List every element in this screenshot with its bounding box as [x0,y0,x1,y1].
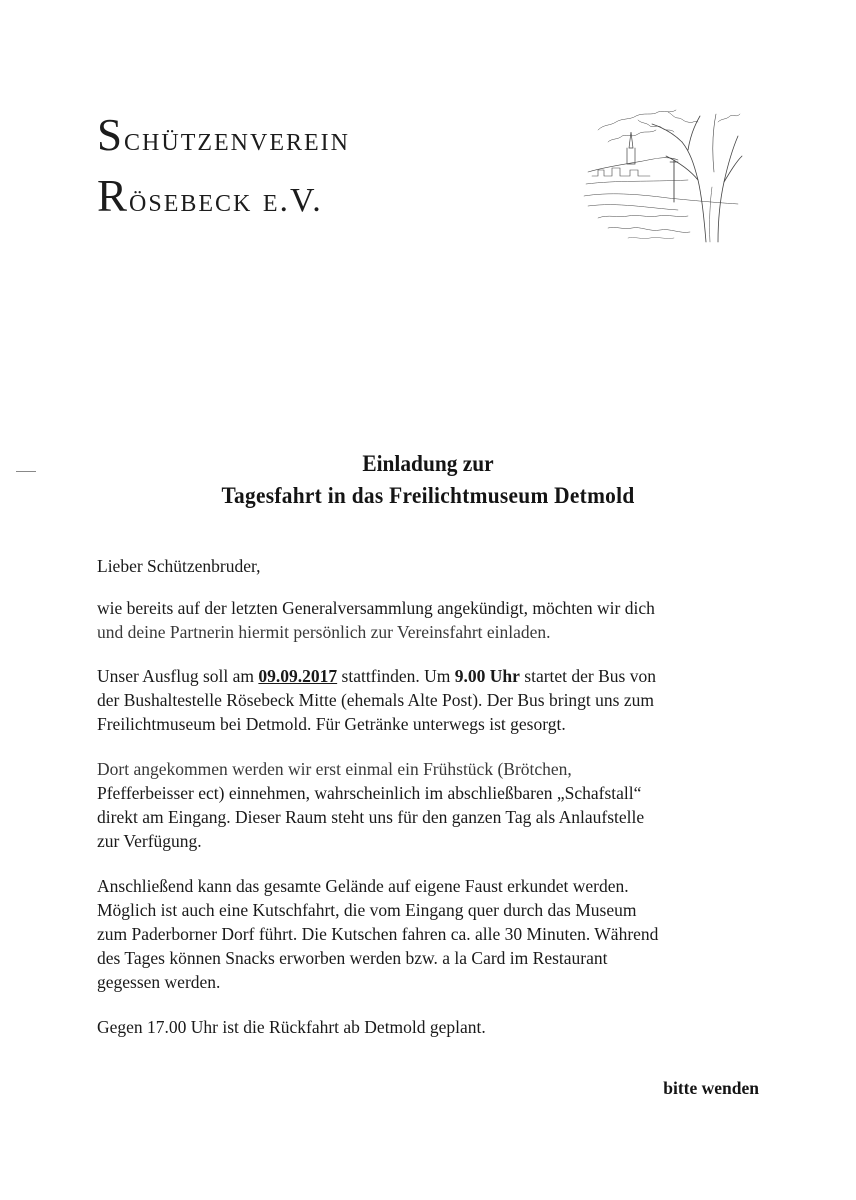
paragraph-2-line: Freilichtmuseum bei Detmold. Für Getränke unterwegs ist gesorgt. [97,714,566,734]
village-tree-sketch-icon [578,102,748,250]
paragraph-4-line: Anschließend kann das gesamte Gelände auf eigene Faust erkundet werden. [97,876,629,896]
paragraph-3 [97,757,797,853]
letterhead-initial-1: S [97,110,125,160]
paragraph-3-line: Dort angekommen werden wir erst einmal ein Frühstück (Brötchen, [97,759,572,779]
salutation-text: Lieber Schützenbruder, [97,556,261,576]
letterhead-rest-1: chützenverein [124,121,350,158]
paragraph-4-line: Möglich ist auch eine Kutschfahrt, die vom Eingang quer durch das Museum [97,900,637,920]
paragraph-2 [97,664,797,736]
title-line-2: Tagesfahrt in das Freilichtmuseum Detmold [221,483,635,508]
letterhead-line-2 [97,168,350,229]
title-line-1: Einladung zur [362,451,494,476]
paragraph-4-line: des Tages können Snacks erworben werden bzw. a la Card im Restaurant [97,948,608,968]
trip-date: 09.09.2017 [258,666,338,686]
letterhead-line-1 [97,107,350,168]
paragraph-4-line: zum Paderborner Dorf führt. Die Kutschen fahren ca. alle 30 Minuten. Während [97,924,659,944]
invitation-title [30,448,826,512]
text-segment: startet der Bus von [519,666,656,686]
paragraph-4 [97,874,797,994]
paragraph-4-line: gegessen werden. [97,972,221,992]
paragraph-2-line: der Bushaltestelle Rösebeck Mitte (ehemals Alte Post). Der Bus bringt uns zum [97,690,654,710]
paragraph-1-line: wie bereits auf der letzten Generalversammlung angekündigt, möchten wir dich [97,598,655,618]
text-segment: Unser Ausflug soll am [97,666,259,686]
paragraph-1-line: und deine Partnerin hiermit persönlich zur Vereinsfahrt einladen. [97,622,551,642]
paragraph-5-text: Gegen 17.00 Uhr ist die Rückfahrt ab Detmold geplant. [97,1017,486,1037]
salutation [97,554,797,578]
paragraph-1 [97,596,797,644]
club-letterhead [97,107,350,229]
paragraph-3-line: zur Verfügung. [97,831,202,851]
paragraph-5 [97,1015,797,1039]
paragraph-3-line: direkt am Eingang. Dieser Raum steht uns für den ganzen Tag als Anlaufstelle [97,807,645,827]
paragraph-3-line: Pfefferbeisser ect) einnehmen, wahrscheinlich im abschließbaren „Schafstall“ [97,783,642,803]
departure-time: 9.00 Uhr [454,666,520,686]
text-segment: stattfinden. Um [337,666,455,686]
turn-over-note: bitte wenden [663,1078,759,1098]
letterhead-rest-2: ösebeck e.V. [129,182,323,219]
letterhead-initial-2: R [97,171,130,221]
paragraph-2-line [97,664,797,688]
